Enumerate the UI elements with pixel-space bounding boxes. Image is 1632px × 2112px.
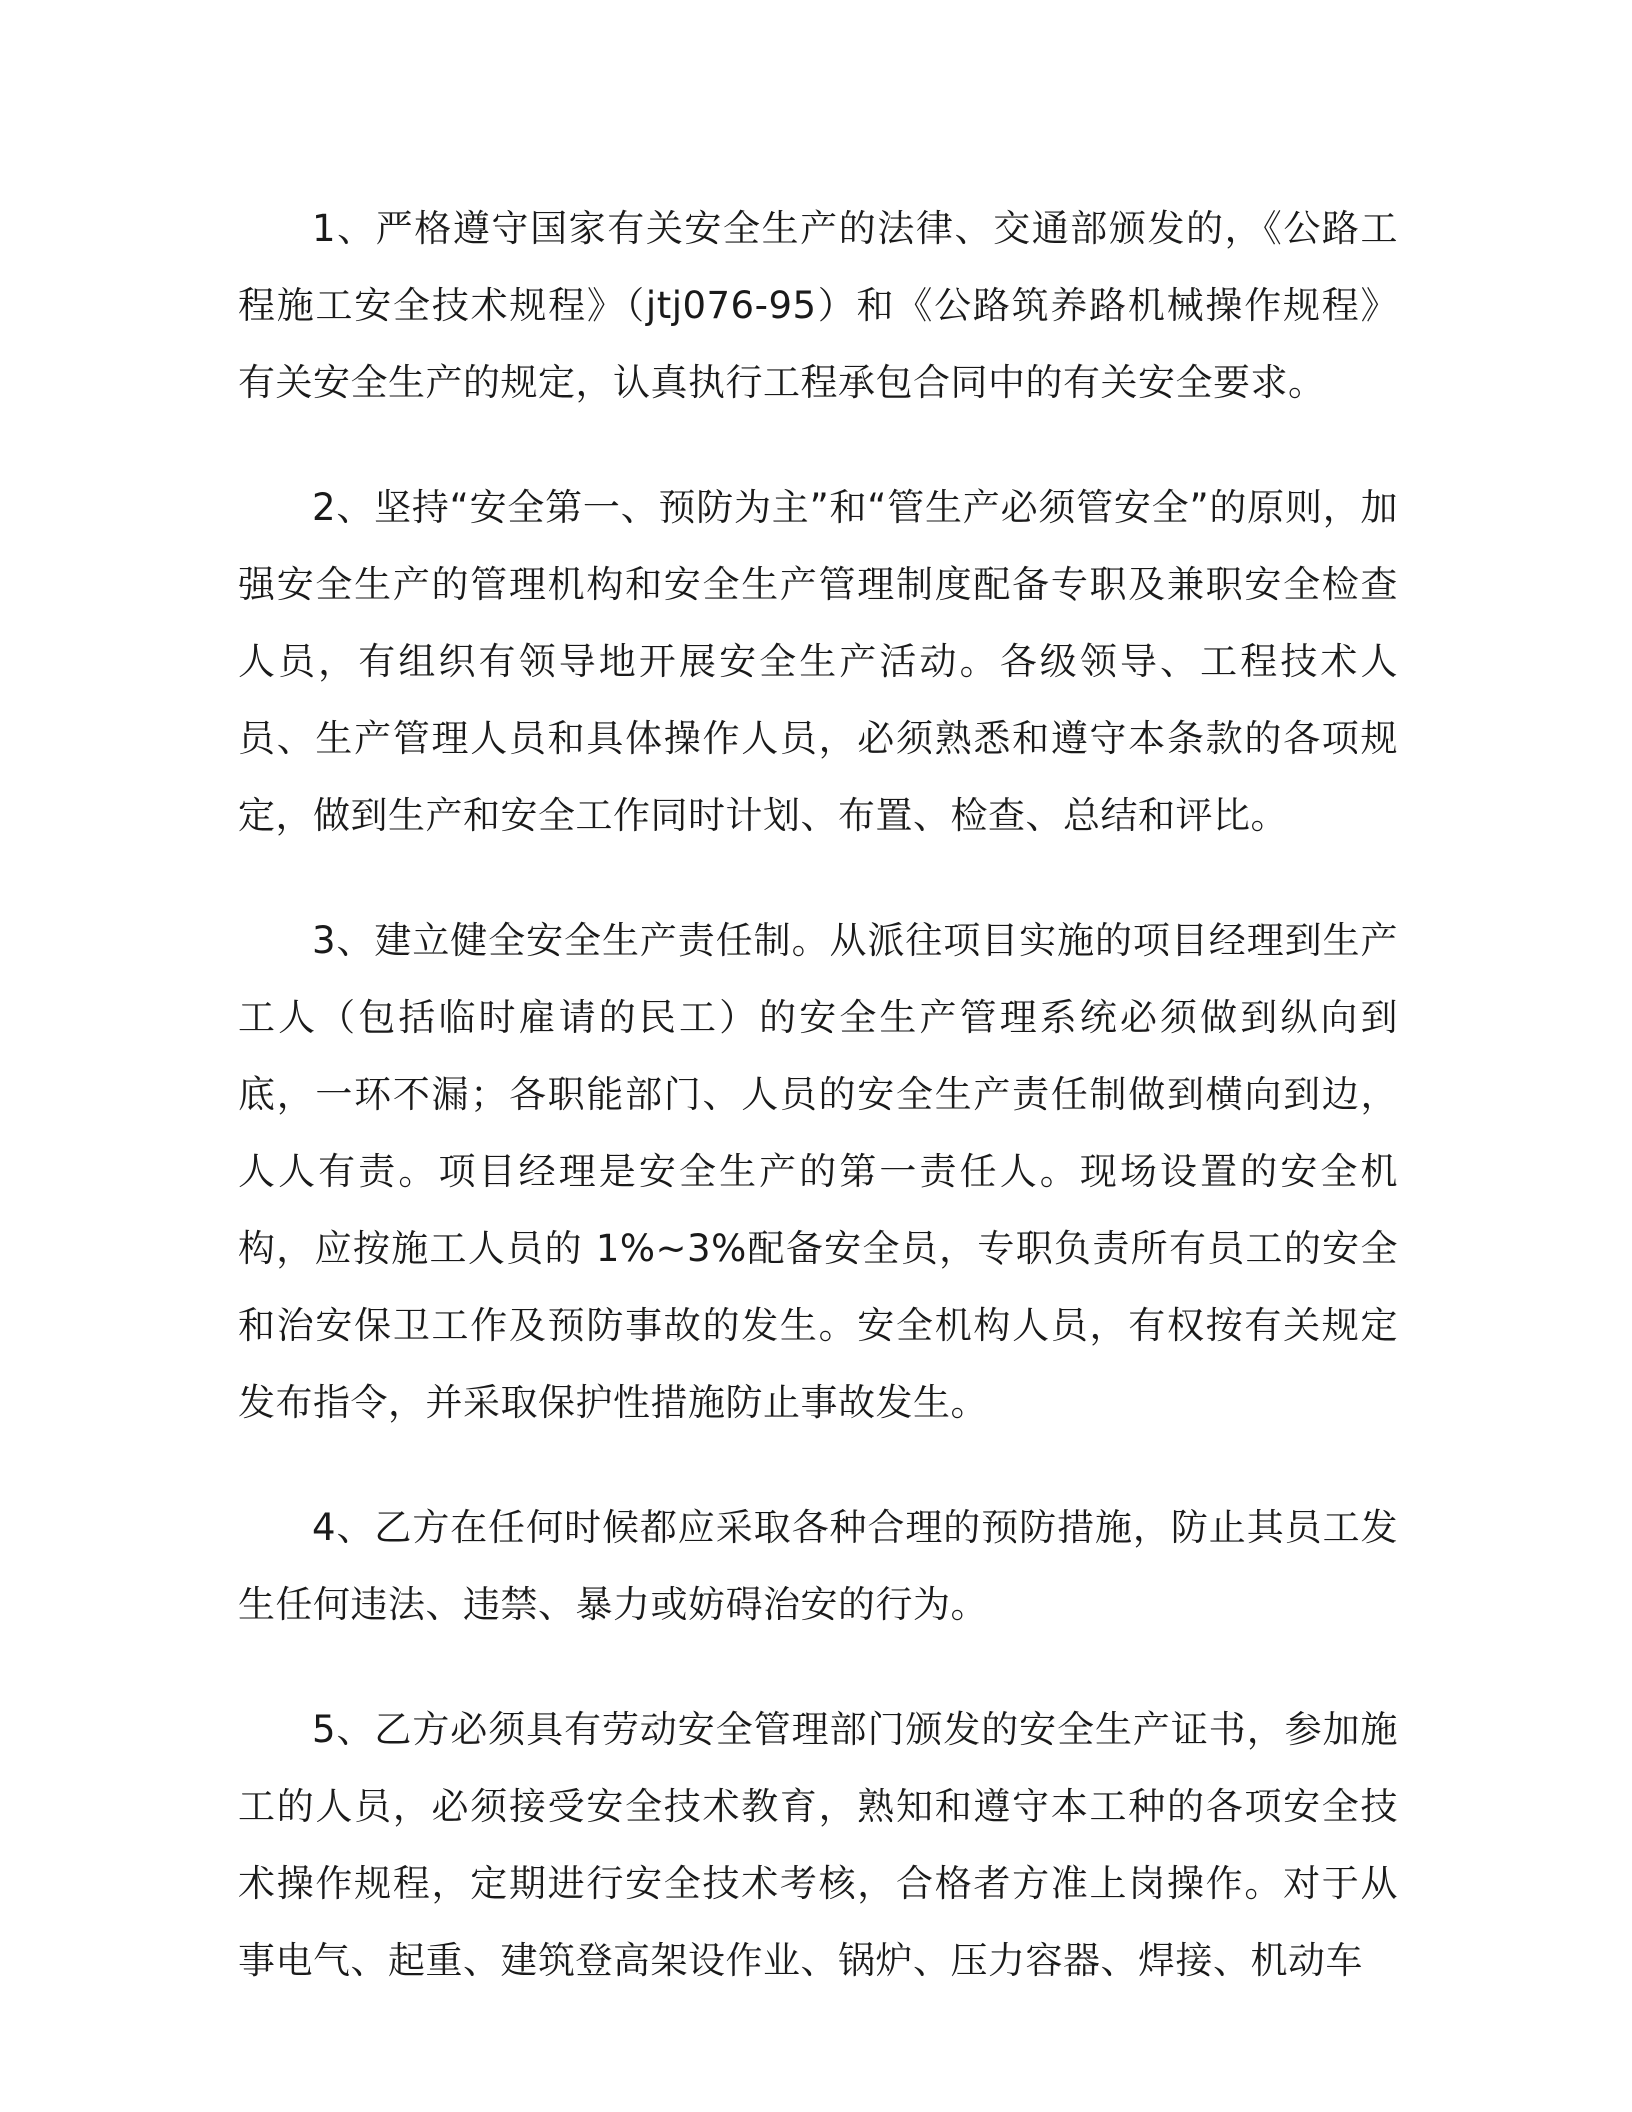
- paragraph-5: 5、乙方必须具有劳动安全管理部门颁发的安全生产证书，参加施工的人员，必须接受安全技术教育，熟知和遵守本工种的各项安全技术操作规程，定期进行安全技术考核，合格者方准上岗操作。对于从事电气、起重、建筑登高架设作业、锅炉、压力容器、焊接、机动车: [238, 1708, 1398, 1982]
- paragraph-4: 4、乙方在任何时候都应采取各种合理的预防措施，防止其员工发生任何违法、违禁、暴力或妨碍治安的行为。: [238, 1506, 1398, 1626]
- paragraph-2: 2、坚持“安全第一、预防为主”和“管生产必须管安全”的原则，加强安全生产的管理机构和安全生产管理制度配备专职及兼职安全检查人员，有组织有领导地开展安全生产活动。各级领导、工程技术人员、生产管理人员和具体操作人员，必须熟悉和遵守本条款的各项规定，做到生产和安全工作同时计划、布置、检查、总结和评比。: [238, 486, 1398, 837]
- document-body: [238, 190, 1398, 2047]
- paragraph-1: 1、严格遵守国家有关安全生产的法律、交通部颁发的，《公路工程施工安全技术规程》（jtj076-95）和《公路筑养路机械操作规程》有关安全生产的规定，认真执行工程承包合同中的有关安全要求。: [238, 207, 1398, 404]
- paragraph-3: 3、建立健全安全生产责任制。从派往项目实施的项目经理到生产工人（包括临时雇请的民工）的安全生产管理系统必须做到纵向到底，一环不漏；各职能部门、人员的安全生产责任制做到横向到边，人人有责。项目经理是安全生产的第一责任人。现场设置的安全机构，应按施工人员的 1%~3%配备安全员，专职负责所有员工的安全和治安保卫工作及预防事故的发生。安全机构人员，有权按有关规定发布指令，并采取保护性措施防止事故发生。: [238, 919, 1398, 1424]
